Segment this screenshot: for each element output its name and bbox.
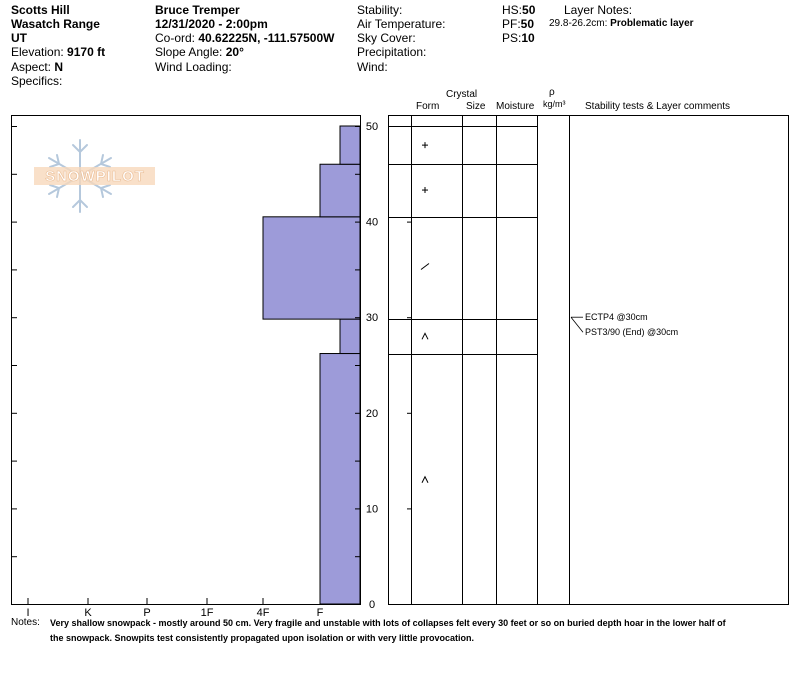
stability-test-label-1: PST3/90 (End) @30cm [585, 327, 679, 338]
grain-caret [422, 477, 428, 483]
depth-tick-label-30: 30 [365, 312, 379, 325]
slope-value: 20° [225, 45, 244, 59]
depth-tick-label-10: 10 [365, 503, 379, 516]
notes-line-2: the snowpack. Snowpits test consistently propagated upon isolation or with very little provocation. [50, 633, 475, 643]
layer-note-range: 29.8-26.2cm: [549, 18, 608, 29]
pf-value: 50 [520, 17, 535, 31]
observer-name: Bruce Tremper [155, 3, 240, 17]
grain-caret [422, 333, 428, 339]
specifics-label: Specifics: [11, 74, 63, 88]
layer-note-text: Problematic layer [610, 18, 694, 29]
col-crystal-header: Crystal [446, 89, 478, 100]
hardness-bar-4 [340, 126, 360, 164]
hardness-tick-label-3: 1F [200, 607, 214, 619]
hardness-tick-label-5: F [316, 607, 324, 619]
hardness-bars [263, 126, 360, 604]
layer-notes-label: Layer Notes: [564, 3, 633, 17]
hardness-bar-3 [320, 164, 360, 217]
ps-label: PS: [502, 31, 522, 45]
pf-label: PF: [502, 17, 521, 31]
notes-line-1: Very shallow snowpack - mostly around 50 cm. Very fragile and unstable with lots of collapses felt every 30 feet or so on buried depth hoar in the lower half of [50, 618, 726, 628]
grain-form-1 [422, 187, 428, 193]
layer-table-columns [412, 115, 570, 605]
depth-tick-label-40: 40 [365, 216, 379, 229]
hardness-tick-label-0: I [26, 607, 30, 619]
location-name: Scotts Hill [11, 3, 70, 17]
hardness-bar-0 [320, 354, 360, 604]
hardness-bar-2 [263, 217, 360, 319]
notes-label: Notes: [11, 617, 40, 628]
hardness-tick-label-4: 4F [256, 607, 270, 619]
slope-label: Slope Angle: [155, 45, 223, 59]
grain-form-0 [422, 142, 428, 148]
stability-tests [571, 312, 678, 337]
grain-slash [421, 264, 429, 270]
grain-form-4 [422, 477, 428, 483]
stability-label: Stability: [357, 3, 403, 17]
elevation-value: 9170 ft [67, 45, 106, 59]
wind-label: Wind: [357, 60, 388, 74]
hs-value: 50 [522, 3, 536, 17]
stability-leader-1 [571, 317, 583, 332]
depth-tick-label-50: 50 [365, 121, 379, 133]
hs-label: HS: [502, 3, 523, 17]
col-stability-header: Stability tests & Layer comments [585, 101, 731, 112]
state-name: UT [11, 31, 27, 45]
aspect-value: N [54, 60, 64, 74]
col-rho-header: ρ [549, 87, 555, 98]
aspect-label: Aspect: [11, 60, 52, 74]
observation-datetime: 12/31/2020 - 2:00pm [155, 17, 268, 31]
grain-form-3 [422, 333, 428, 339]
depth-tick-label-20: 20 [365, 407, 379, 420]
ps-value: 10 [521, 31, 535, 45]
col-form-header: Form [416, 101, 440, 112]
grain-form-2 [421, 264, 429, 270]
stability-test-label-0: ECTP4 @30cm [585, 312, 648, 323]
sky-cover-label: Sky Cover: [357, 31, 416, 45]
precipitation-label: Precipitation: [357, 45, 427, 59]
wind-loading-label: Wind Loading: [155, 60, 232, 74]
hardness-bar-1 [340, 319, 360, 353]
elevation-label: Elevation: [11, 45, 64, 59]
depth-tick-label-0: 0 [368, 599, 376, 611]
snowpilot-logo [34, 140, 155, 212]
air-temp-label: Air Temperature: [357, 17, 446, 31]
hardness-tick-label-1: K [84, 607, 92, 619]
coord-value: 40.62225N, -111.57500W [198, 31, 335, 45]
col-moisture-header: Moisture [496, 101, 535, 112]
coord-label: Co-ord: [155, 31, 196, 45]
hardness-tick-label-2: P [143, 607, 151, 619]
col-density-unit: kg/m³ [543, 99, 566, 109]
left-depth-ticks [11, 127, 361, 605]
hardness-axis [26, 598, 323, 619]
range-name: Wasatch Range [11, 17, 100, 31]
layer-table [389, 116, 789, 605]
grain-form-symbols [421, 142, 429, 483]
hardness-panel [12, 116, 361, 605]
col-size-header: Size [466, 101, 486, 112]
snowpilot-logo-text: SNOWPILOT [45, 168, 145, 185]
